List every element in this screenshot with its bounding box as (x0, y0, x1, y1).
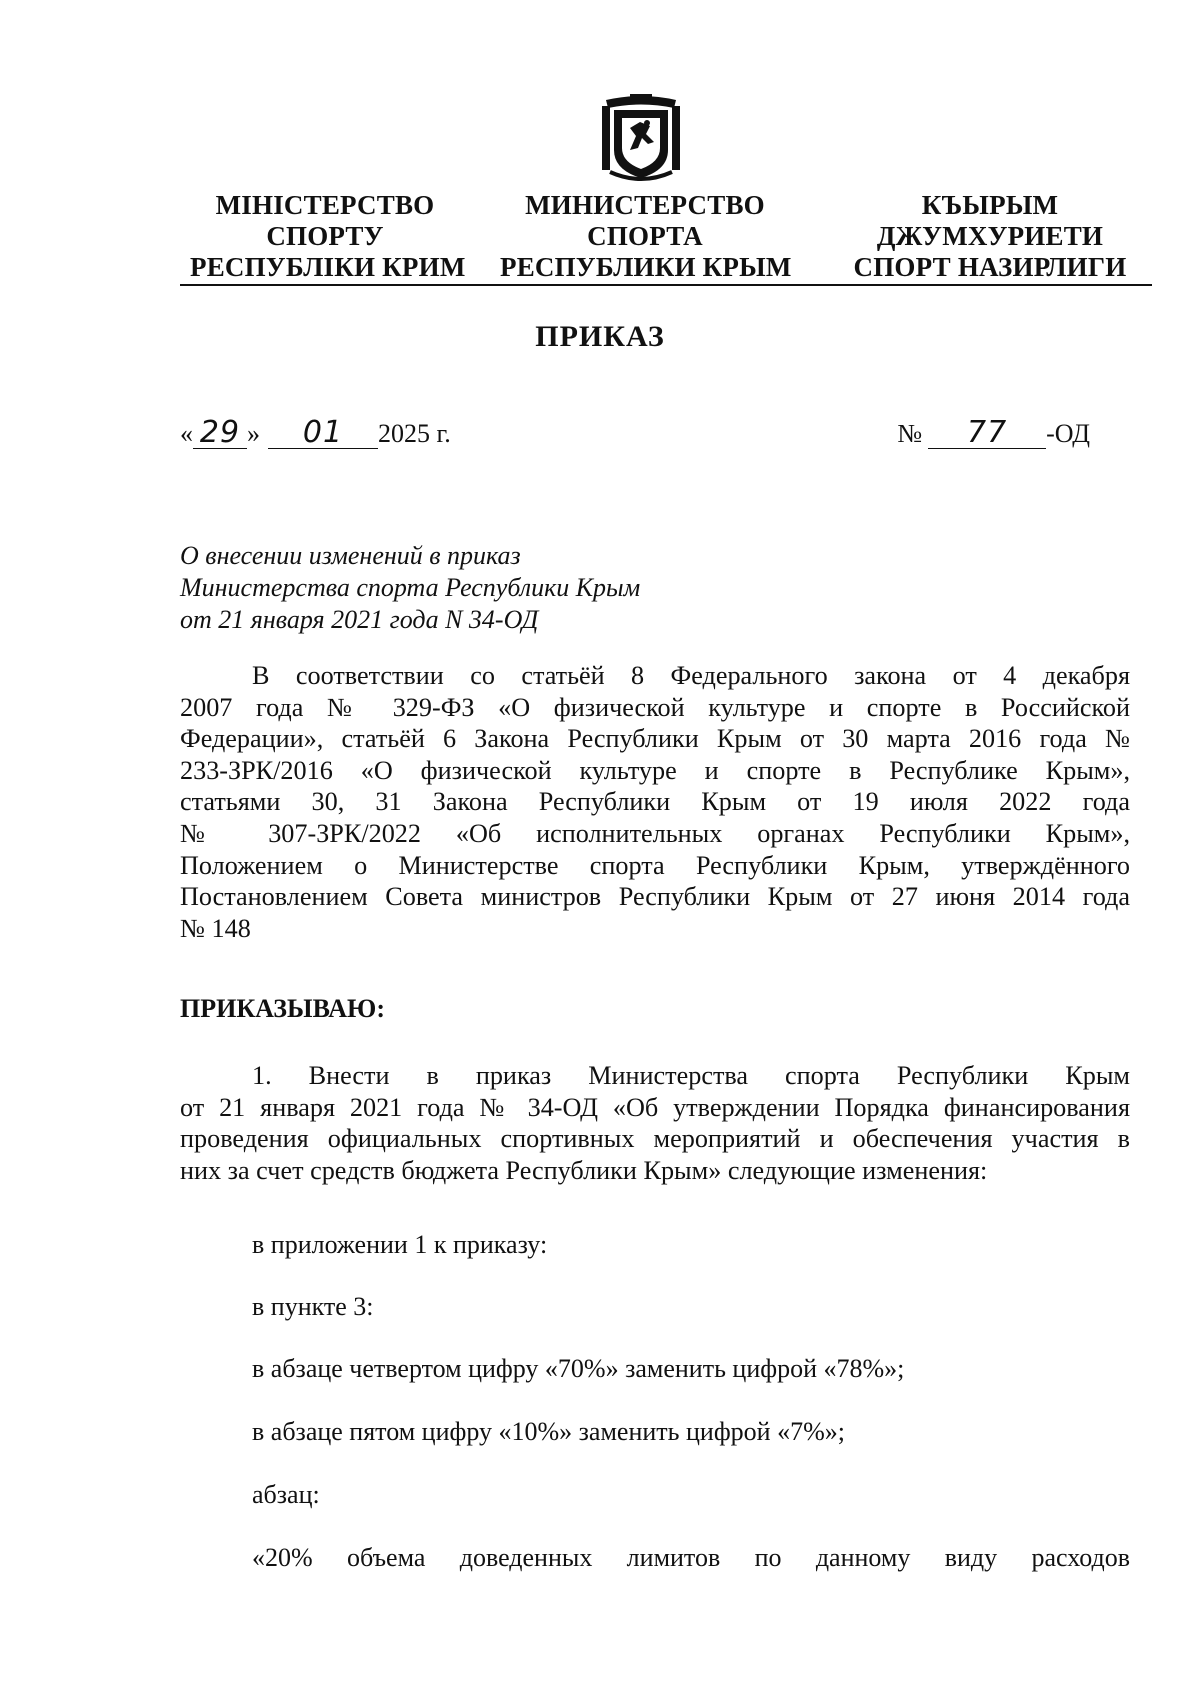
paragraph-line: проведения официальных спортивных мероприятий и обеспечения участия в (180, 1124, 1130, 1154)
document-title: ПРИКАЗ (535, 320, 665, 353)
header-line: ДЖУМХУРИЕТИ (876, 221, 1104, 251)
amendment-line: в абзаце пятом цифру «10%» заменить цифрой «7%»; (252, 1417, 845, 1446)
paragraph-line: 2007 года № 329-ФЗ «О физической культуре и спорте в Российской (180, 692, 1130, 722)
header-crimean-tatar (835, 190, 1145, 283)
header-russian (500, 190, 790, 283)
header-ukrainian (190, 190, 466, 283)
date-day: 29 (193, 418, 247, 449)
paragraph-line: от 21 января 2021 года № 34-ОД «Об утверждении Порядка финансирования (180, 1092, 1130, 1122)
header-line: СПОРТУ (266, 221, 384, 251)
order-number (897, 415, 1090, 450)
order-heading: ПРИКАЗЫВАЮ: (180, 994, 385, 1023)
header-line: МІНІСТЕРСТВО (215, 190, 435, 220)
subject-line: Министерства спорта Республики Крым (180, 573, 641, 602)
number-suffix: -ОД (1046, 419, 1090, 448)
header-line: КЪЫРЫМ (921, 190, 1059, 220)
date-month: 01 (268, 418, 378, 449)
date-number-line (180, 415, 1090, 458)
amendment-quote-line: «20% объема доведенных лимитов по данному виду расходов (252, 1543, 1130, 1572)
header-line: МИНИСТЕРСТВО (525, 190, 765, 220)
amendment-line: в пункте 3: (252, 1292, 374, 1321)
header-line: СПОРТ НАЗИРЛИГИ (853, 252, 1127, 282)
date-year: 2025 г. (378, 419, 451, 448)
paragraph-line: них за счет средств бюджета Республики Крым» следующие изменения: (180, 1155, 988, 1185)
ministry-header (180, 190, 1152, 286)
paragraph-line: Положением о Министерстве спорта Республики Крым, утверждённого (180, 850, 1130, 880)
header-line: РЕСПУБЛИКИ КРЫМ (500, 252, 792, 282)
header-line: РЕСПУБЛІКИ КРИМ (190, 252, 466, 282)
subject-line: от 21 января 2021 года N 34-ОД (180, 605, 539, 634)
crimea-coat-of-arms-icon (600, 92, 682, 184)
amendment-line: абзац: (252, 1480, 320, 1509)
paragraph-line: № 148 (180, 913, 251, 943)
header-line: СПОРТА (587, 221, 703, 251)
number-prefix: № (897, 419, 923, 448)
paragraph-line: 1. Внести в приказ Министерства спорта Республики Крым (252, 1061, 1130, 1090)
paragraph-line: 233-ЗРК/2016 «О физической культуре и спорте в Республике Крым», (180, 755, 1130, 785)
subject-line: О внесении изменений в приказ (180, 541, 521, 570)
amendment-line: в абзаце четвертом цифру «70%» заменить цифрой «78%»; (252, 1354, 905, 1383)
paragraph-line: В соответствии со статьёй 8 Федерального закона от 4 декабря (252, 661, 1130, 690)
paragraph-line: Постановлением Совета министров Республики Крым от 27 июня 2014 года (180, 882, 1130, 912)
paragraph-line: статьями 30, 31 Закона Республики Крым от 19 июля 2022 года (180, 787, 1130, 817)
amendment-line: в приложении 1 к приказу: (252, 1230, 548, 1259)
preamble-paragraph (180, 660, 1130, 944)
item-1-paragraph (180, 1060, 1130, 1186)
order-date (180, 415, 451, 450)
paragraph-line: Федерации», статьёй 6 Закона Республики Крым от 30 марта 2016 года № (180, 724, 1130, 754)
paragraph-line: № 307-ЗРК/2022 «Об исполнительных органах Республики Крым», (180, 818, 1130, 848)
order-subject (180, 540, 780, 636)
quote-close: » (247, 419, 260, 448)
number-value: 77 (928, 418, 1046, 449)
quote-open: « (180, 419, 193, 448)
